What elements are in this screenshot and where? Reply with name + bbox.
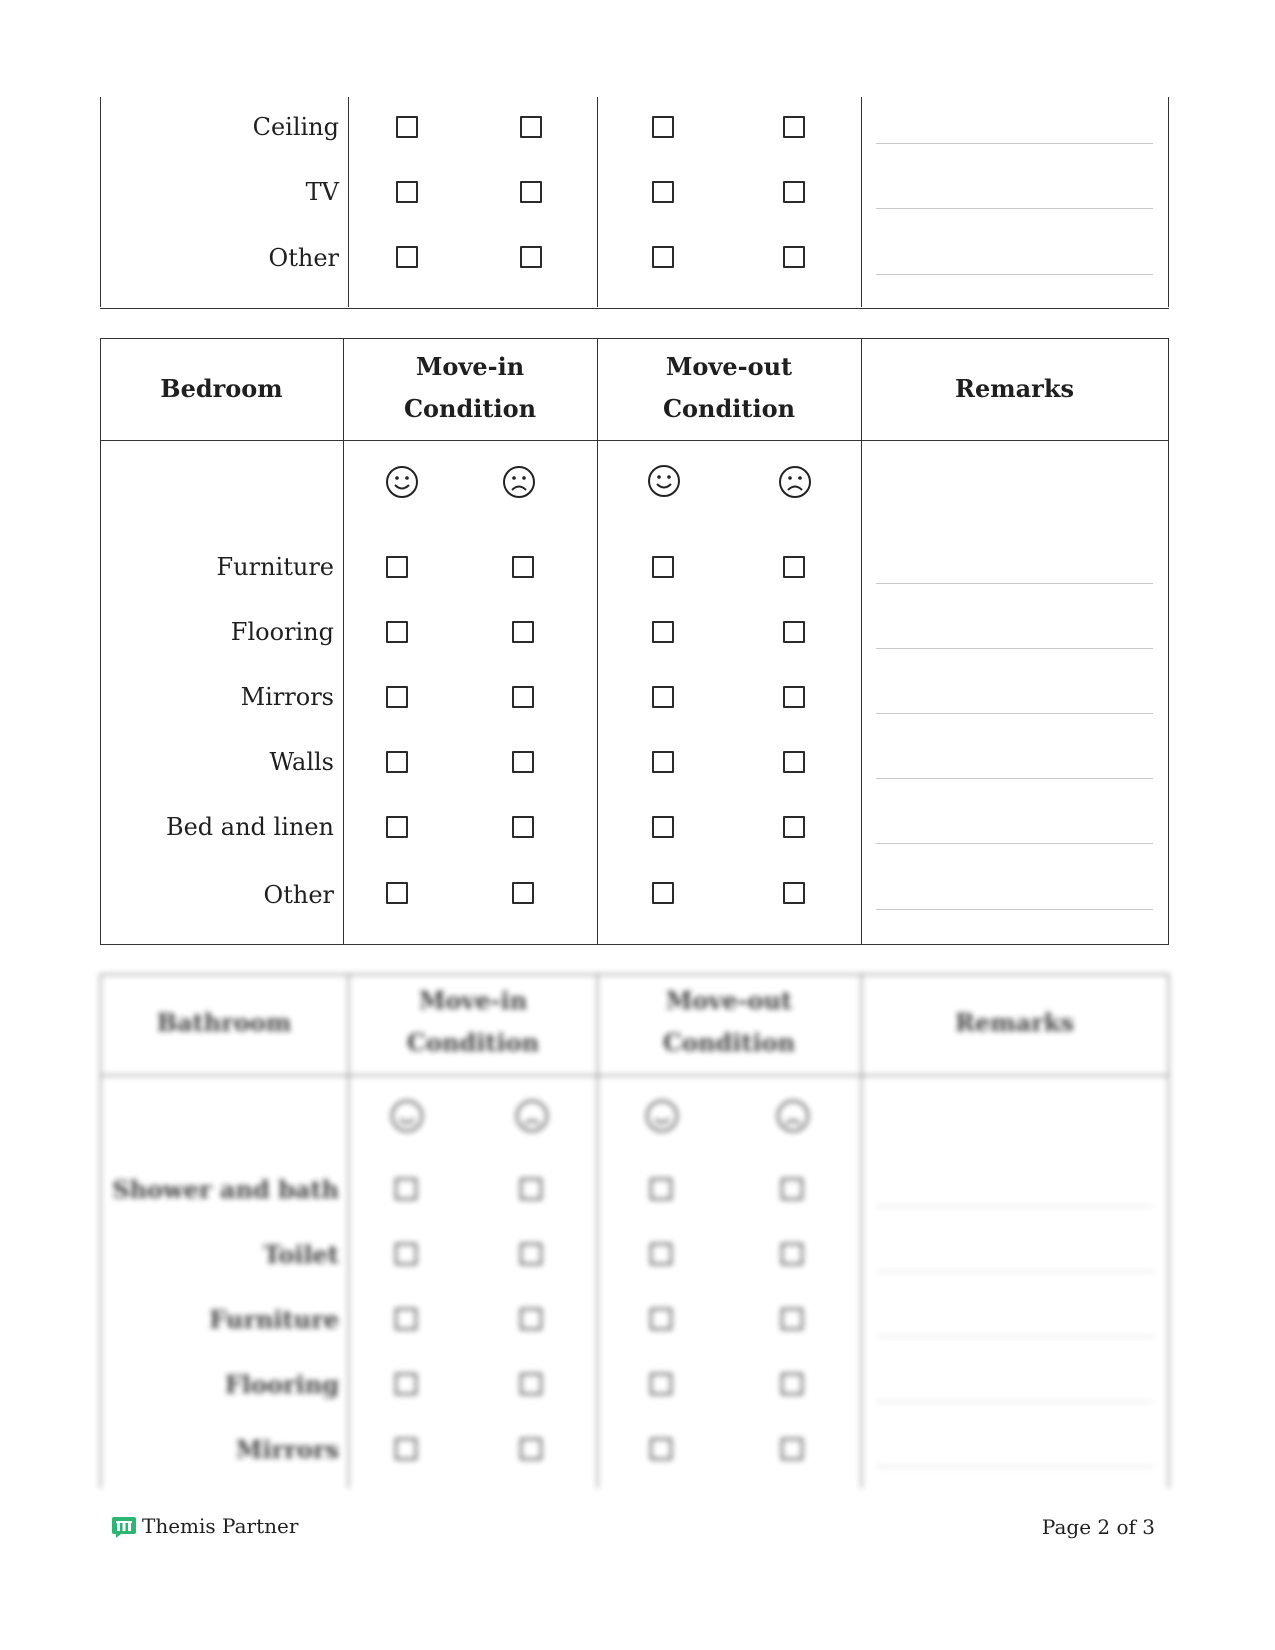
row-label-walls: Walls	[269, 748, 334, 776]
checkbox-mirrors-movein-good[interactable]	[386, 686, 408, 708]
bathroom-movein-header: Move-in Condition	[406, 986, 540, 1057]
remarks-line-furniture[interactable]	[876, 583, 1153, 584]
checkbox-bath-flooring-movein-good[interactable]	[395, 1373, 417, 1395]
checkbox-tv-moveout-good[interactable]	[652, 181, 674, 203]
checkbox-bath-flooring-movein-bad[interactable]	[520, 1373, 542, 1395]
checkbox-bath-furniture-moveout-good[interactable]	[650, 1308, 672, 1330]
smiley-face-icon	[647, 464, 681, 498]
checkbox-bath-furniture-movein-bad[interactable]	[520, 1308, 542, 1330]
bathroom-header: Bathroom	[156, 1008, 292, 1037]
row-label-flooring: Flooring	[230, 618, 334, 646]
checkbox-shower-moveout-bad[interactable]	[781, 1178, 803, 1200]
checkbox-walls-movein-good[interactable]	[386, 751, 408, 773]
themis-logo-icon	[111, 1515, 137, 1539]
frowning-face-icon	[502, 465, 536, 499]
checkbox-bedroom-other-movein-bad[interactable]	[512, 882, 534, 904]
remarks-line-mirrors[interactable]	[876, 713, 1153, 714]
checkbox-bath-flooring-moveout-bad[interactable]	[781, 1373, 803, 1395]
checkbox-furniture-moveout-good[interactable]	[652, 556, 674, 578]
checkbox-mirrors-movein-bad[interactable]	[512, 686, 534, 708]
row-label-furniture: Furniture	[216, 553, 334, 581]
checkbox-bath-mirrors-moveout-good[interactable]	[650, 1438, 672, 1460]
checkbox-walls-moveout-good[interactable]	[652, 751, 674, 773]
checkbox-shower-movein-bad[interactable]	[520, 1178, 542, 1200]
smiley-face-icon	[390, 1099, 424, 1133]
row-label-toilet: Toilet	[263, 1240, 339, 1269]
checkbox-bath-furniture-moveout-bad[interactable]	[781, 1308, 803, 1330]
bedroom-remarks-header: Remarks	[955, 374, 1074, 403]
checkbox-bath-mirrors-movein-good[interactable]	[395, 1438, 417, 1460]
row-label-bed-and-linen: Bed and linen	[165, 813, 334, 841]
checkbox-bed-moveout-good[interactable]	[652, 816, 674, 838]
checkbox-toilet-moveout-good[interactable]	[650, 1243, 672, 1265]
checkbox-flooring-movein-good[interactable]	[386, 621, 408, 643]
row-label-other: Other	[263, 881, 334, 909]
checkbox-other-movein-good[interactable]	[396, 246, 418, 268]
checkbox-mirrors-moveout-bad[interactable]	[783, 686, 805, 708]
frowning-face-icon	[776, 1099, 810, 1133]
checkbox-bath-mirrors-moveout-bad[interactable]	[781, 1438, 803, 1460]
smiley-face-icon	[385, 465, 419, 499]
checkbox-tv-movein-bad[interactable]	[520, 181, 542, 203]
checkbox-furniture-movein-bad[interactable]	[512, 556, 534, 578]
remarks-line-flooring[interactable]	[876, 648, 1153, 649]
checkbox-bedroom-other-moveout-good[interactable]	[652, 882, 674, 904]
frowning-face-icon	[778, 465, 812, 499]
checkbox-walls-moveout-bad[interactable]	[783, 751, 805, 773]
remarks-line-bath-furniture[interactable]	[876, 1336, 1153, 1337]
checkbox-bath-furniture-movein-good[interactable]	[395, 1308, 417, 1330]
checkbox-bed-movein-bad[interactable]	[512, 816, 534, 838]
row-label-other: Other	[268, 244, 339, 272]
remarks-line-ceiling[interactable]	[876, 143, 1153, 144]
checkbox-ceiling-moveout-good[interactable]	[652, 116, 674, 138]
checkbox-bath-mirrors-movein-bad[interactable]	[520, 1438, 542, 1460]
checkbox-flooring-movein-bad[interactable]	[512, 621, 534, 643]
checkbox-furniture-moveout-bad[interactable]	[783, 556, 805, 578]
checkbox-other-moveout-bad[interactable]	[783, 246, 805, 268]
row-label-bath-flooring: Flooring	[224, 1370, 339, 1399]
bathroom-moveout-header: Move-out Condition	[662, 986, 796, 1057]
remarks-line-other[interactable]	[876, 274, 1153, 275]
checkbox-bedroom-other-movein-good[interactable]	[386, 882, 408, 904]
checkbox-shower-moveout-good[interactable]	[650, 1178, 672, 1200]
checkbox-ceiling-moveout-bad[interactable]	[783, 116, 805, 138]
row-label-bath-furniture: Furniture	[209, 1305, 339, 1334]
remarks-line-bed[interactable]	[876, 843, 1153, 844]
checkbox-mirrors-moveout-good[interactable]	[652, 686, 674, 708]
checkbox-furniture-movein-good[interactable]	[386, 556, 408, 578]
checkbox-shower-movein-good[interactable]	[395, 1178, 417, 1200]
checkbox-other-moveout-good[interactable]	[652, 246, 674, 268]
remarks-line-toilet[interactable]	[876, 1271, 1153, 1272]
remarks-line-shower[interactable]	[876, 1206, 1153, 1207]
checkbox-walls-movein-bad[interactable]	[512, 751, 534, 773]
checkbox-bath-flooring-moveout-good[interactable]	[650, 1373, 672, 1395]
remarks-line-walls[interactable]	[876, 778, 1153, 779]
checkbox-bed-moveout-bad[interactable]	[783, 816, 805, 838]
checkbox-flooring-moveout-good[interactable]	[652, 621, 674, 643]
checkbox-tv-moveout-bad[interactable]	[783, 181, 805, 203]
smiley-face-icon	[645, 1099, 679, 1133]
checkbox-other-movein-bad[interactable]	[520, 246, 542, 268]
checkbox-ceiling-movein-bad[interactable]	[520, 116, 542, 138]
checkbox-toilet-movein-good[interactable]	[395, 1243, 417, 1265]
remarks-line-tv[interactable]	[876, 208, 1153, 209]
checkbox-ceiling-movein-good[interactable]	[396, 116, 418, 138]
checkbox-flooring-moveout-bad[interactable]	[783, 621, 805, 643]
checkbox-tv-movein-good[interactable]	[396, 181, 418, 203]
checkbox-bedroom-other-moveout-bad[interactable]	[783, 882, 805, 904]
remarks-line-bath-flooring[interactable]	[876, 1401, 1153, 1402]
bedroom-movein-header: Move-in Condition	[403, 352, 537, 423]
bedroom-moveout-header: Move-out Condition	[662, 352, 796, 423]
row-label-bath-mirrors: Mirrors	[235, 1435, 339, 1464]
brand-name: Themis Partner	[142, 1514, 299, 1538]
row-label-tv: TV	[305, 178, 339, 206]
page-number: Page 2 of 3	[1041, 1515, 1155, 1539]
row-label-mirrors: Mirrors	[240, 683, 334, 711]
checkbox-toilet-moveout-bad[interactable]	[781, 1243, 803, 1265]
checkbox-bed-movein-good[interactable]	[386, 816, 408, 838]
row-label-ceiling: Ceiling	[252, 113, 339, 141]
bathroom-remarks-header: Remarks	[955, 1008, 1074, 1037]
remarks-line-bath-mirrors[interactable]	[876, 1466, 1153, 1467]
remarks-line-bedroom-other[interactable]	[876, 909, 1153, 910]
checkbox-toilet-movein-bad[interactable]	[520, 1243, 542, 1265]
row-label-shower: Shower and bath	[112, 1175, 339, 1204]
frowning-face-icon	[515, 1099, 549, 1133]
bedroom-header: Bedroom	[160, 374, 283, 403]
